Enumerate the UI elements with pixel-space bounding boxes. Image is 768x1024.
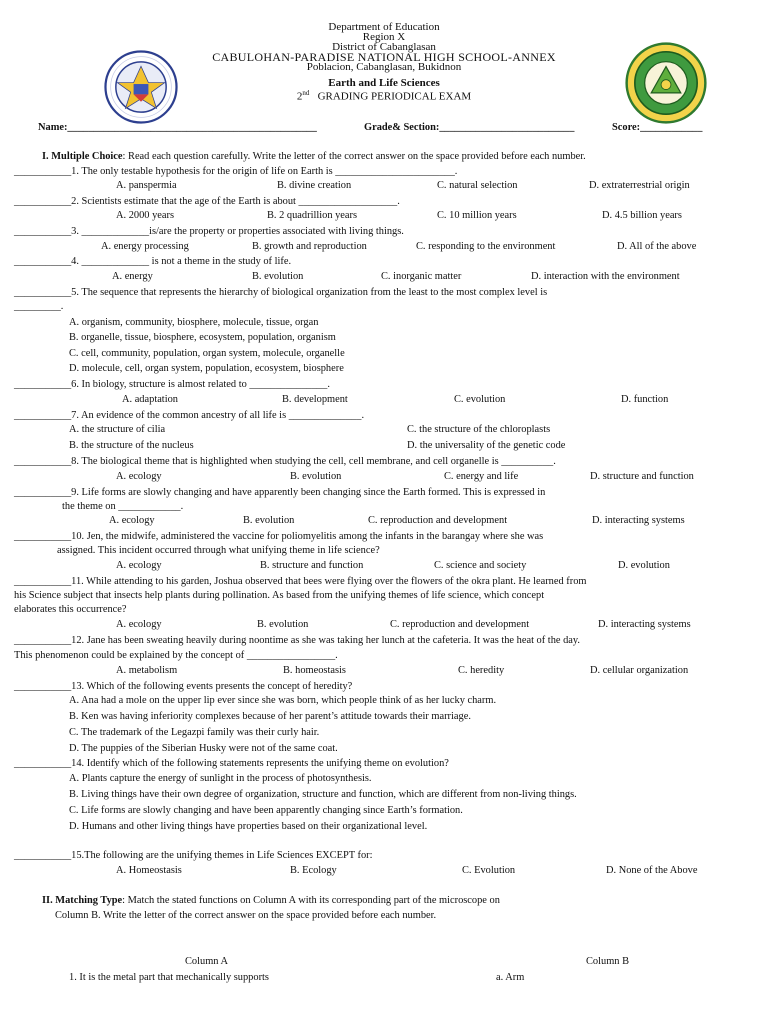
name-field[interactable]: Name:________________________________________________ <box>38 122 317 133</box>
question-13: ___________13. Which of the following events presents the concept of heredity? <box>14 681 353 692</box>
subject-title: Earth and Life Sciences <box>328 77 440 89</box>
question-10-options: A. ecology B. structure and function C. science and society D. evolution <box>116 560 670 571</box>
question-5-cont: _________. <box>14 301 64 312</box>
question-8-options: A. ecology B. evolution C. energy and life D. structure and function <box>116 471 694 482</box>
question-7: ___________7. An evidence of the common ancestry of all life is ______________. <box>14 410 365 421</box>
question-6-options: A. adaptation B. development C. evolution D. function <box>122 394 669 405</box>
question-7-options-row2: B. the structure of the nucleus D. the universality of the genetic code <box>69 440 566 451</box>
question-11: ___________11. While attending to his garden, Joshua observed that bees were flying over the flowers of the okra plant. He learned from <box>14 576 587 587</box>
question-6: ___________6. In biology, structure is almost related to _______________. <box>14 379 330 390</box>
school-address: Poblacion, Cabanglasan, Bukidnon <box>306 61 462 73</box>
question-14-option-a: A. Plants capture the energy of sunlight in the process of photosynthesis. <box>69 773 372 784</box>
question-13-option-c: C. The trademark of the Legazpi family was their curly hair. <box>69 727 320 738</box>
score-field[interactable]: Score:____________ <box>612 122 703 133</box>
column-a-header: Column A <box>185 956 229 967</box>
question-14-option-b: B. Living things have their own degree of organization, structure and function, which are different from non-living things. <box>69 789 577 800</box>
question-9-options: A. ecology B. evolution C. reproduction and development D. interacting systems <box>109 515 685 526</box>
question-5: ___________5. The sequence that represents the hierarchy of biological organization from the least to the most complex level is <box>14 287 548 298</box>
question-12-options: A. metabolism B. homeostasis C. heredity D. cellular organization <box>116 665 689 676</box>
question-1: ___________1. The only testable hypothesis for the origin of life on Earth is _______________________. <box>14 166 458 177</box>
exam-title: 2nd GRADING PERIODICAL EXAM <box>296 89 472 103</box>
question-13-option-b: B. Ken was having inferiority complexes because of her parent’s attitude towards their marriage. <box>69 711 471 722</box>
question-9: ___________9. Life forms are slowly changing and have apparently been changing since the Earth formed. This is expressed in <box>14 487 546 498</box>
question-10-cont: assigned. This incident occurred through what unifying theme in life science? <box>57 545 380 556</box>
question-5-option-c: C. cell, community, population, organ system, molecule, organelle <box>69 348 345 359</box>
question-12-cont: This phenomenon could be explained by the concept of _________________. <box>14 650 338 661</box>
question-5-option-b: B. organelle, tissue, biosphere, ecosystem, population, organism <box>69 332 336 343</box>
question-14-option-c: C. Life forms are slowly changing and have been apparently changing since Earth’s formation. <box>69 805 463 816</box>
question-4-options: A. energy B. evolution C. inorganic matter D. interaction with the environment <box>112 271 680 282</box>
column-b-header: Column B <box>586 956 630 967</box>
school-name: CABULOHAN-PARADISE NATIONAL HIGH SCHOOL-ANNEX <box>212 50 556 64</box>
question-8: ___________8. The biological theme that is highlighted when studying the cell, cell membrane, and cell organelle is __________. <box>14 456 556 467</box>
question-4: ___________4. _____________ is not a theme in the study of life. <box>14 256 292 267</box>
question-12: ___________12. Jane has been sweating heavily during noontime as she was taking her lunch at the cafeteria. It was the heat of the day. <box>14 635 581 646</box>
column-headers <box>0 956 768 968</box>
district-name: District of Cabanglasan <box>332 41 436 53</box>
question-15-options: A. Homeostasis B. Ecology C. Evolution D. None of the Above <box>116 865 698 876</box>
question-2: ___________2. Scientists estimate that the age of the Earth is about ___________________. <box>14 196 400 207</box>
question-2-options: A. 2000 years B. 2 quadrillion years C. 10 million years D. 4.5 billion years <box>116 210 682 221</box>
section2-instruction: II. Matching Type: Match the stated functions on Column A with its corresponding part of the microscope on <box>42 895 500 906</box>
question-7-options-row1: A. the structure of cilia C. the structure of the chloroplasts <box>69 424 551 435</box>
question-3: ___________3. _____________is/are the property or properties associated with living things. <box>14 226 404 237</box>
matching-item-1: 1. It is the metal part that mechanically supports a. Arm <box>69 972 525 983</box>
question-11-options: A. ecology B. evolution C. reproduction and development D. interacting systems <box>116 619 691 630</box>
exam-header <box>0 22 768 102</box>
question-13-option-a: A. Ana had a mole on the upper lip ever since she was born, which people think of as her lucky charm. <box>69 695 497 706</box>
department-name: Department of Education <box>328 21 440 33</box>
question-9-cont: the theme on ____________. <box>62 501 184 512</box>
question-11-cont2: elaborates this occurrence? <box>14 604 127 615</box>
question-5-option-d: D. molecule, cell, organ system, population, ecosystem, biosphere <box>69 363 344 374</box>
question-14: ___________14. Identify which of the following statements represents the unifying theme on evolution? <box>14 758 449 769</box>
question-14-option-d: D. Humans and other living things have properties based on their organizational level. <box>69 821 428 832</box>
question-11-cont: his Science subject that insects help plants during pollination. As based from the unifying themes of life science, which concept <box>14 590 545 601</box>
section1-instruction: I. Multiple Choice: Read each question carefully. Write the letter of the correct answer on the space provided before each number. <box>42 151 586 162</box>
question-10: ___________10. Jen, the midwife, administered the vaccine for poliomyelitis among the infants in the barangay where she was <box>14 531 544 542</box>
question-5-option-a: A. organism, community, biosphere, molecule, tissue, organ <box>69 317 319 328</box>
question-1-options: A. panspermia B. divine creation C. natural selection D. extraterrestrial origin <box>116 180 690 191</box>
section2-instruction-cont: Column B. Write the letter of the correct answer on the space provided before each number. <box>55 910 437 921</box>
question-3-options: A. energy processing B. growth and reproduction C. responding to the environment D. All of the above <box>101 241 697 252</box>
question-15: ___________15.The following are the unifying themes in Life Sciences EXCEPT for: <box>14 850 373 861</box>
question-13-option-d: D. The puppies of the Siberian Husky were not of the same coat. <box>69 743 338 754</box>
region-name: Region X <box>362 31 406 43</box>
grade-section-field[interactable]: Grade& Section:__________________________ <box>364 122 575 133</box>
